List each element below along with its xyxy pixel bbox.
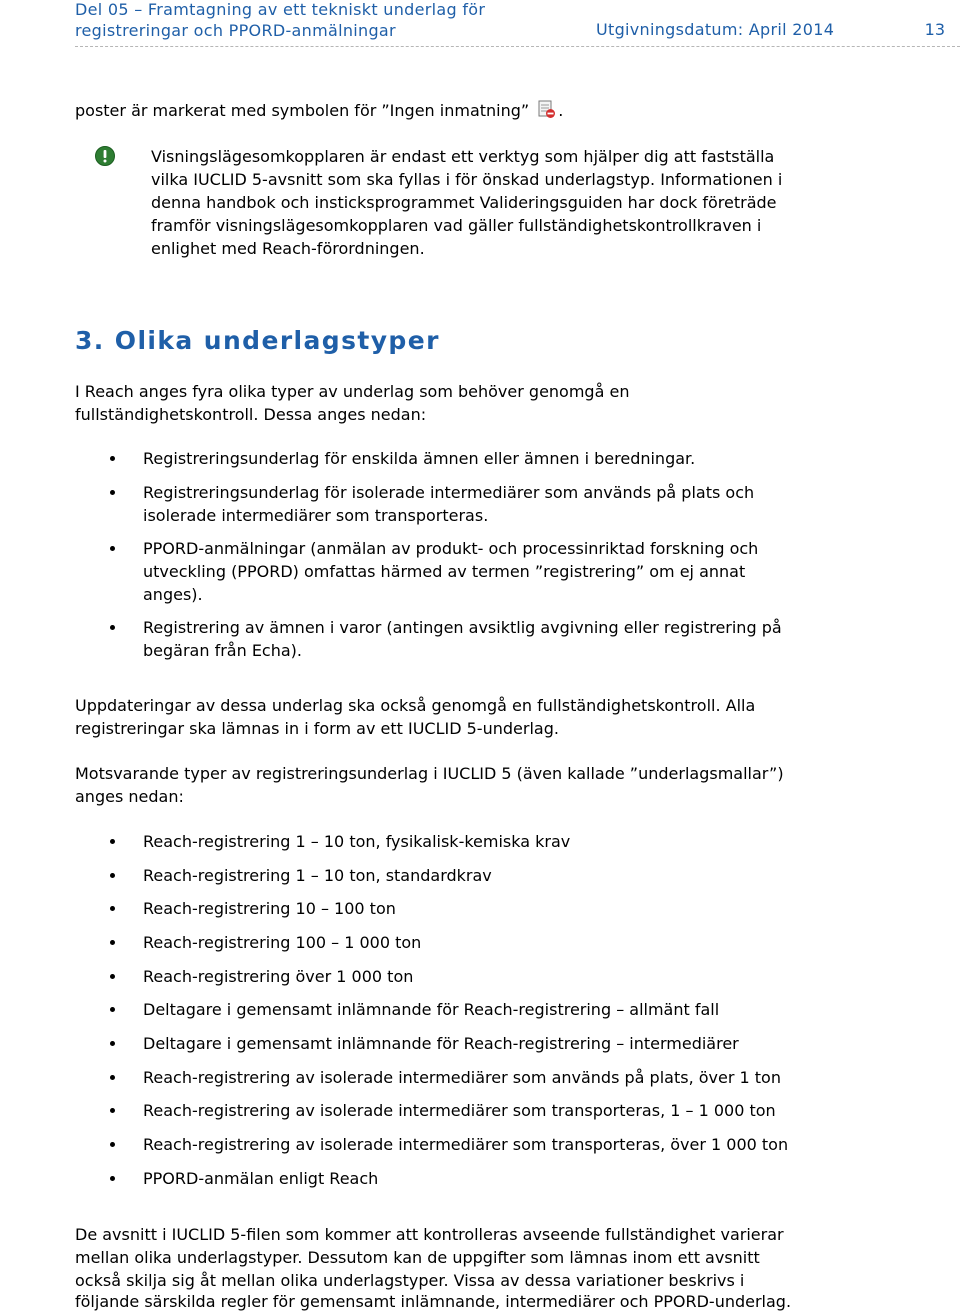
list-item: Reach-registrering av isolerade intermediärer som transporteras, över 1 000 ton [143,1135,789,1154]
bullet-icon [110,1108,115,1113]
list-item: Registreringsunderlag för isolerade intermediärer som används på plats och [143,483,755,502]
list-item: PPORD-anmälningar (anmälan av produkt- och processinriktad forskning och [143,539,759,558]
note-line: Visningslägesomkopplaren är endast ett verktyg som hjälper dig att fastställa [151,147,775,166]
bullet-icon [110,974,115,979]
list-item: Deltagare i gemensamt inlämnande för Reach-registrering – intermediärer [143,1034,739,1053]
closing-line: De avsnitt i IUCLID 5-filen som kommer att kontrolleras avseende fullständighet varierar [75,1225,784,1244]
bullet-icon [110,490,115,495]
list-item: Reach-registrering 1 – 10 ton, standardkrav [143,866,492,885]
bullet-icon [110,1176,115,1181]
header-title [75,0,485,41]
templates-intro-line: anges nedan: [75,787,184,806]
bullet-icon [110,1142,115,1147]
section-heading: 3. Olika underlagstyper [75,326,440,355]
page-header [75,0,960,46]
templates-intro-line: Motsvarande typer av registreringsunderlag i IUCLID 5 (även kallade ”underlagsmallar”) [75,764,784,783]
intro-paragraph [75,99,925,122]
list-item-continuation: anges). [143,585,203,604]
header-title-line: registreringar och PPORD-anmälningar [75,21,396,40]
updates-line: Uppdateringar av dessa underlag ska också genomgå en fullständighetskontroll. Alla [75,696,756,715]
bullet-icon [110,1041,115,1046]
bullet-icon [110,1007,115,1012]
warning-icon [95,146,115,166]
header-divider [75,46,960,47]
list-item-continuation: utveckling (PPORD) omfattas härmed av termen ”registrering” om ej annat [143,562,746,581]
list-item: Registrering av ämnen i varor (antingen avsiktlig avgivning eller registrering på [143,618,782,637]
list-item: Reach-registrering 1 – 10 ton, fysikalisk-kemiska krav [143,832,571,851]
page-number: 13 [924,20,945,39]
list-item-continuation: begäran från Echa). [143,641,302,660]
list-item: Reach-registrering av isolerade intermediärer som transporteras, 1 – 1 000 ton [143,1101,776,1120]
note-line: vilka IUCLID 5-avsnitt som ska fyllas i för önskad underlagstyp. Informationen i [151,170,783,189]
list-item-continuation: isolerade intermediärer som transporteras. [143,506,489,525]
updates-line: registreringar ska lämnas in i form av ett IUCLID 5-underlag. [75,719,559,738]
closing-line: följande särskilda regler för gemensamt inlämnande, intermediärer och PPORD-underlag. [75,1292,792,1311]
closing-line: också skilja sig åt mellan olika underlagstyper. Vissa av dessa variationer beskrivs i [75,1271,745,1290]
bullet-icon [110,906,115,911]
list-item: Reach-registrering 100 – 1 000 ton [143,933,422,952]
note-line: denna handbok och insticksprogrammet Valideringsguiden har dock företräde [151,193,777,212]
bullet-icon [110,1075,115,1080]
closing-line: mellan olika underlagstyper. Dessutom kan de uppgifter som lämnas inom ett avsnitt [75,1248,760,1267]
section-intro-line: fullständighetskontroll. Dessa anges nedan: [75,405,427,424]
list-item: Registreringsunderlag för enskilda ämnen eller ämnen i beredningar. [143,449,696,468]
list-item: Reach-registrering 10 – 100 ton [143,899,396,918]
intro-text: poster är markerat med symbolen för ”Ingen inmatning” [75,101,530,120]
list-item: Reach-registrering över 1 000 ton [143,967,414,986]
bullet-icon [110,839,115,844]
list-item: Deltagare i gemensamt inlämnande för Reach-registrering – allmänt fall [143,1000,720,1019]
no-input-icon [536,99,556,119]
note-line: enlighet med Reach-förordningen. [151,239,425,258]
release-date: Utgivningsdatum: April 2014 [596,20,835,39]
bullet-icon [110,873,115,878]
bullet-icon [110,625,115,630]
note-line: framför visningslägesomkopplaren vad gäller fullständighetskontrollkraven i [151,216,762,235]
list-item: Reach-registrering av isolerade intermediärer som används på plats, över 1 ton [143,1068,781,1087]
bullet-icon [110,456,115,461]
section-intro-line: I Reach anges fyra olika typer av underlag som behöver genomgå en [75,382,630,401]
bullet-icon [110,940,115,945]
header-title-line: Del 05 – Framtagning av ett tekniskt underlag för [75,0,486,19]
list-item: PPORD-anmälan enligt Reach [143,1169,379,1188]
intro-period: . [558,101,564,120]
bullet-icon [110,546,115,551]
